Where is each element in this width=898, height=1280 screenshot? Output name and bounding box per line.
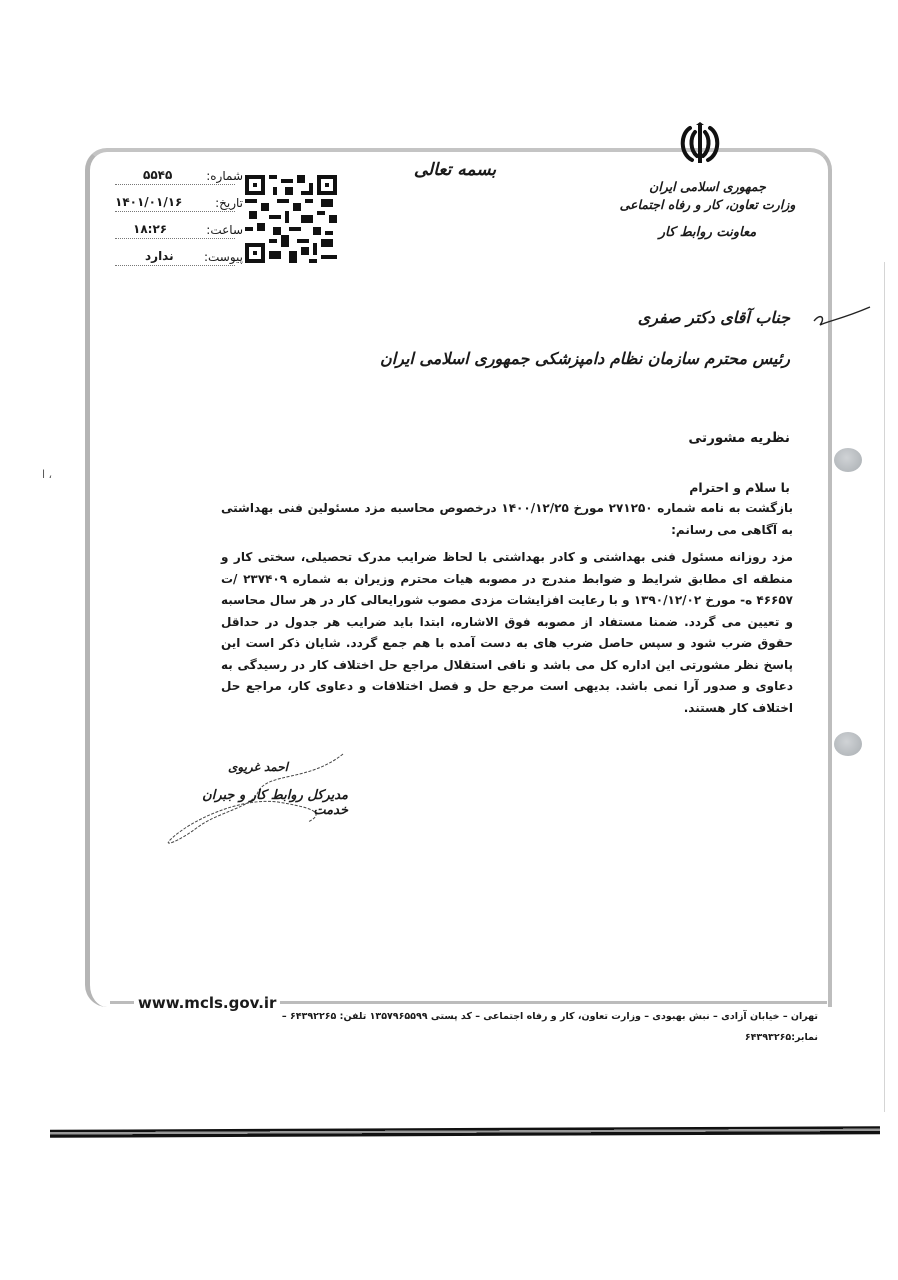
attachment-value: ندارد [145, 249, 174, 263]
footer-address: تهران – خیابان آزادی – نبش بهبودی – وزارت تعاون، کار و رفاه اجتماعی – کد پستی ۱۳۵۷۹۶۵۵۹۹ تلفن: ۶۴۳۹۲۲۶۵ – [281, 1011, 818, 1022]
meta-attachment [115, 241, 243, 266]
meta-number [115, 160, 243, 185]
letter-meta [115, 160, 243, 268]
invocation-heading: بسمه تعالی [413, 160, 497, 180]
signatory-title: مدیرکل روابط کار و جبران خدمت [202, 788, 348, 818]
pen-mark-icon [812, 303, 872, 333]
time-value: ۱۸:۲۶ [133, 222, 168, 236]
number-label: شماره: [206, 169, 243, 183]
punch-hole-bottom [834, 732, 862, 756]
salutation: با سلام و احترام [689, 480, 790, 495]
margin-mark: ا ، [42, 468, 53, 481]
ministry-letterhead [610, 178, 805, 242]
time-label: ساعت: [206, 223, 243, 237]
body-paragraph-2: مزد روزانه مسئول فنی بهداشتی و کادر بهداشتی با لحاظ ضرایب مدرک تحصیلی، سختی کار و منطقه ای مطابق شرایط و ضوابط مندرج در مصوبه هیات محترم وزیران به شماره ۲۳۷۴۰۹ /ت ۴۶۶۵۷ ه- مورخ ۱۳۹۰/۱۲/۰۲ و با رعایت افزایشات مزدی مصوب شورایعالی کار در هر سال محاسبه و تعیین می گردد. ضمنا مستفاد از مصوبه فوق الاشاره، ابتدا باید ضرایب هر جدول در حداقل حقوق ضرب شود و سپس حاصل ضرب های به دست آمده با هم جمع گردد. شایان ذکر است این پاسخ نظر مشورتی این اداره کل می باشد و نافی استقلال مراجع حل اختلاف کار در رسیدگی به دعاوی و صدور آرا نمی باشد. بدیهی است مرجع حل و فصل اختلافات و دعاوی کار، مراجع حل اختلاف کار هستند. [221, 550, 793, 715]
date-label: تاریخ: [215, 196, 243, 210]
footer-fax: نمابر:۶۴۳۹۳۲۶۵ [744, 1032, 818, 1043]
addressee-name: جناب آقای دکتر صفری [637, 308, 790, 327]
signature-block [158, 752, 348, 852]
attachment-label: پیوست: [203, 250, 243, 264]
letter-subject: نظریه مشورتی [688, 430, 790, 446]
qr-code-icon [245, 175, 337, 263]
body-paragraph-1: بازگشت به نامه شماره ۲۷۱۲۵۰ مورخ ۱۴۰۰/۱۲/۲۵ درخصوص محاسبه مزد مسئولین فنی بهداشتی به آگاهی می رسانم: [221, 501, 794, 537]
signatory-name: احمد غریوی [228, 760, 288, 774]
punch-hole-top [834, 448, 862, 472]
country-name: جمهوری اسلامی ایران [649, 179, 766, 194]
page-bottom-rule [50, 1126, 880, 1138]
page-edge-line [884, 262, 885, 1112]
department-name: معاونت روابط کار [658, 225, 757, 240]
number-value: ۵۵۴۵ [143, 168, 173, 182]
meta-time [115, 214, 243, 239]
addressee-block [370, 308, 790, 368]
letter-body [221, 498, 793, 725]
ministry-name: وزارت تعاون، کار و رفاه اجتماعی [619, 197, 796, 212]
date-value: ۱۴۰۱/۰۱/۱۶ [115, 195, 183, 209]
website-link[interactable]: www.mcls.gov.ir [134, 994, 280, 1012]
addressee-title: رئیس محترم سازمان نظام دامپزشکی جمهوری اسلامی ایران [379, 349, 790, 368]
iran-emblem-icon [676, 122, 724, 166]
meta-date [115, 187, 243, 212]
